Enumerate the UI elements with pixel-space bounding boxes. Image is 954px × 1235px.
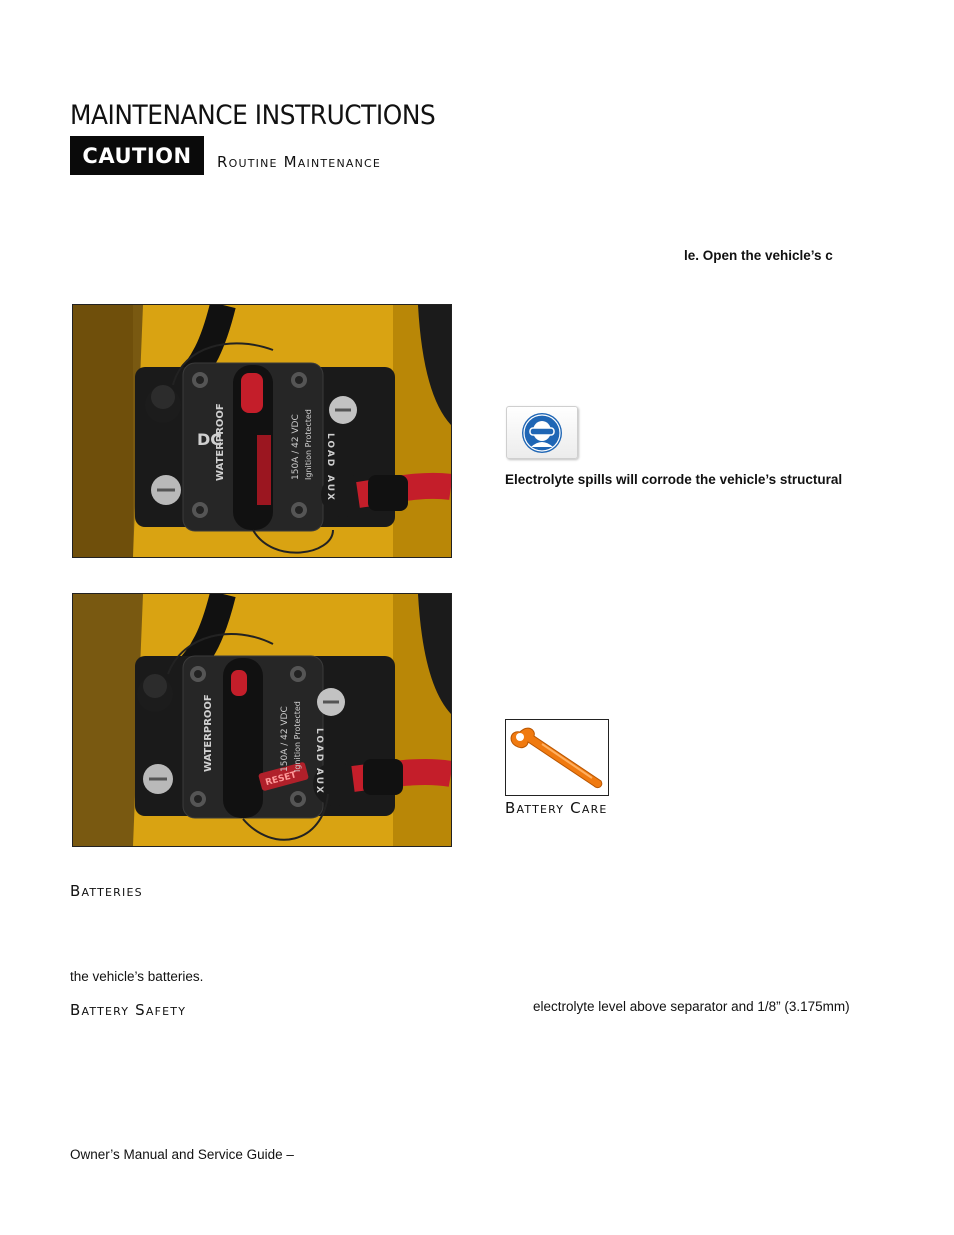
breaker-2-aux: AUX (314, 768, 324, 795)
heading-routine-maintenance: Routine Maintenance (217, 153, 382, 171)
page-title: MAINTENANCE INSTRUCTIONS (70, 100, 436, 131)
breaker-load: LOAD (325, 433, 335, 469)
text-electrolyte-spills: Electrolyte spills will corrode the vehicle’s structural (505, 472, 843, 487)
heading-battery-care: Battery Care (505, 799, 608, 817)
heading-batteries: Batteries (70, 882, 143, 900)
breaker-protected: Ignition Protected (304, 409, 313, 480)
circuit-breaker-photo-2 (72, 593, 452, 847)
caution-badge: CAUTION (70, 136, 204, 175)
breaker-aux: AUX (325, 475, 335, 502)
footer-text: Owner’s Manual and Service Guide – (70, 1147, 294, 1162)
safety-goggles-icon (506, 406, 578, 459)
breaker-2-label: WATERPROOF (203, 694, 214, 772)
breaker-brand: DC (197, 430, 223, 449)
breaker-label: WATERPROOF (215, 403, 226, 481)
circuit-breaker-photo-1 (72, 304, 452, 558)
text-electrolyte-level: electrolyte level above separator and 1/8” (3.175mm) (533, 999, 850, 1014)
text-vehicle-batteries: the vehicle’s batteries. (70, 969, 204, 984)
heading-battery-safety: Battery Safety (70, 1001, 187, 1019)
breaker-2-rating: 150A / 42 VDC (280, 706, 290, 772)
text-open-vehicle-fragment: le. Open the vehicle’s c (684, 248, 833, 263)
breaker-rating: 150A / 42 VDC (291, 414, 301, 480)
insulated-wrench-icon (505, 719, 609, 796)
breaker-reset: RESET (264, 770, 298, 789)
breaker-2-load: LOAD (314, 728, 324, 764)
breaker-2-protected: Ignition Protected (293, 701, 302, 772)
